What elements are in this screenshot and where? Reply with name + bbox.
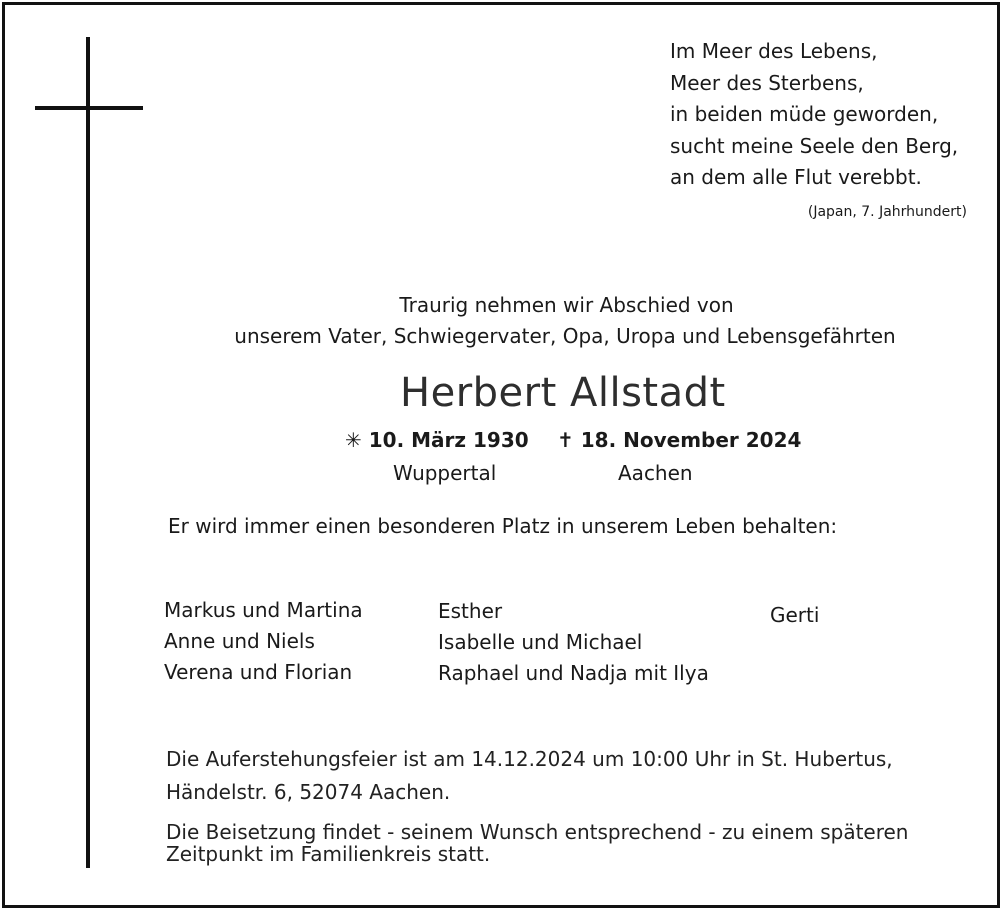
deceased-name: Herbert Allstadt [400,370,726,416]
service-line-1: Die Auferstehungsfeier ist am 14.12.2024 um 10:00 Uhr in St. Hubertus, [166,747,893,771]
poem [670,36,958,194]
poem-line: an dem alle Flut verebbt. [670,165,922,189]
cross-horizontal-bar [35,106,143,110]
death-cross-icon: ✝ [557,428,574,452]
service-info [166,743,893,809]
family-entry: Gerti [770,603,820,627]
birth-place: Wuppertal [393,461,497,485]
birth-info [345,428,529,452]
birth-date: 10. März 1930 [368,428,529,452]
family-entry: Esther [438,599,503,623]
family-entry: Verena und Florian [164,660,353,684]
family-entry: Isabelle und Michael [438,630,643,654]
family-entry: Markus und Martina [164,598,363,622]
death-date: 18. November 2024 [580,428,802,452]
burial-line-2: Zeitpunkt im Familienkreis statt. [166,842,491,866]
poem-line: in beiden müde geworden, [670,102,939,126]
intro-text [0,290,1000,352]
poem-source: (Japan, 7. Jahrhundert) [807,204,967,220]
family-entry: Anne und Niels [164,629,315,653]
burial-info [166,821,908,865]
poem-line: sucht meine Seele den Berg, [670,133,959,158]
service-line-2: Händelstr. 6, 52074 Aachen. [166,780,451,804]
family-column-3 [770,600,819,631]
death-info [557,428,801,452]
poem-line: Meer des Sterbens, [670,70,864,95]
birth-star-icon: ✳ [345,428,362,452]
burial-line-1: Die Beisetzung findet - seinem Wunsch entsprechend - zu einem späteren [166,820,909,844]
family-entry: Raphael und Nadja mit Ilya [438,661,709,685]
cross-vertical-bar [86,37,90,868]
family-column-2 [438,596,709,689]
death-place: Aachen [618,461,693,485]
intro-line-2: unserem Vater, Schwiegervater, Opa, Uropa und Lebensgefährten [234,324,896,348]
poem-line: Im Meer des Lebens, [670,39,878,63]
family-column-1 [164,595,363,688]
remembrance-sentence: Er wird immer einen besonderen Platz in unserem Leben behalten: [168,514,838,538]
intro-line-1: Traurig nehmen wir Abschied von [399,293,734,317]
